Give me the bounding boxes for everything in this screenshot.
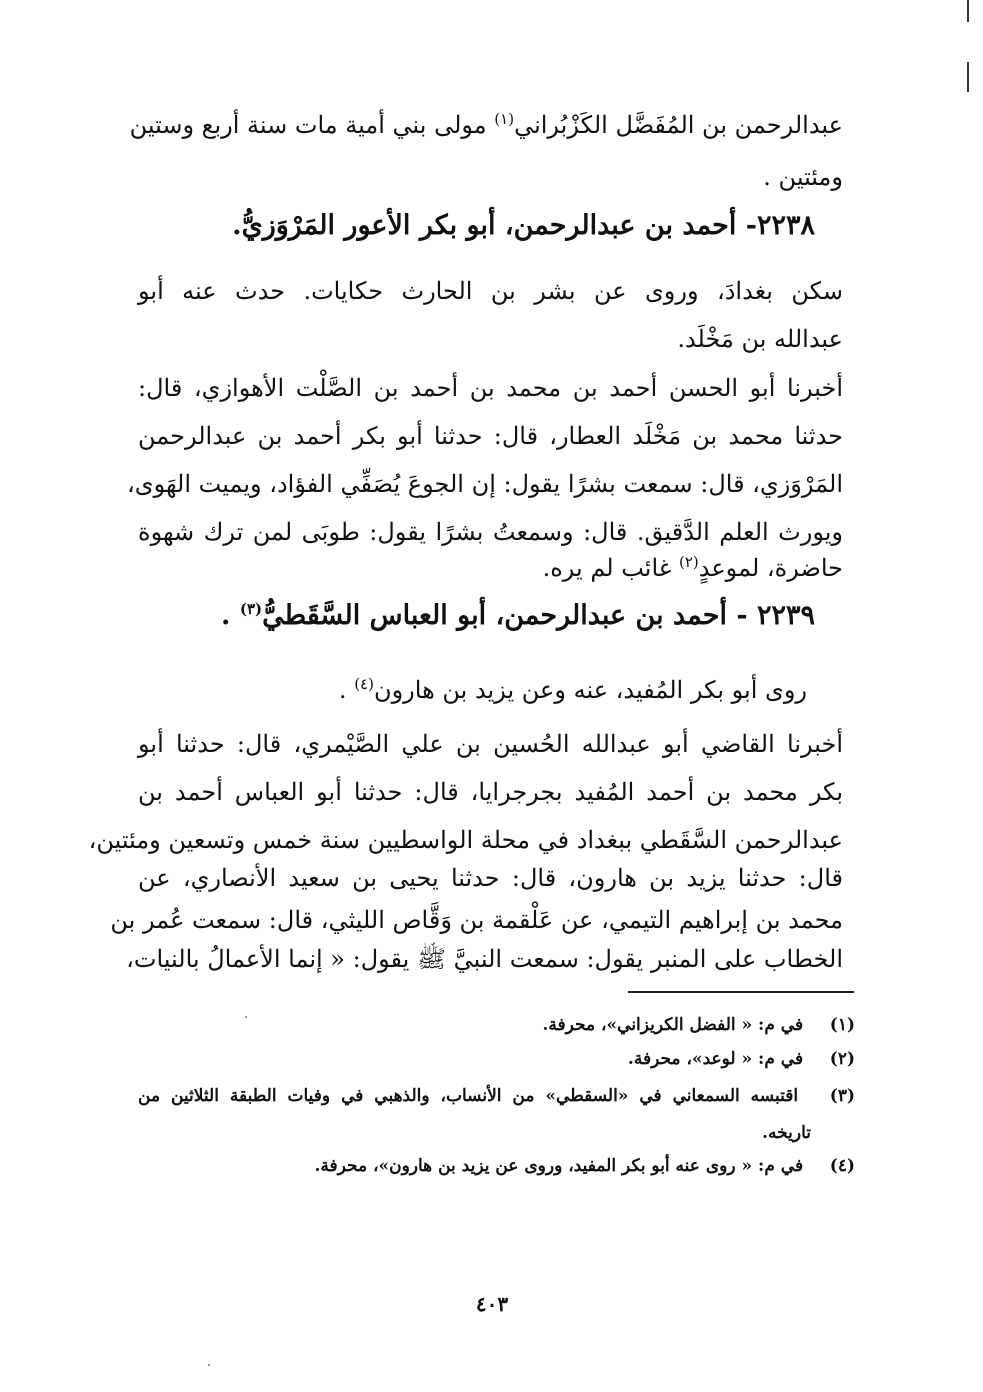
text-line: قال: حدثنا يزيد بن هارون، قال: حدثنا يحيى بن سعيد الأنصاري، عن (138, 864, 843, 892)
text-line: حاضرة، لموعدٍ$^{(٢)}$ غائب لم يره. (542, 553, 843, 582)
margin-mark (967, 0, 969, 22)
footnote: (٤) في م: « روى عنه أبو بكر المفيد، وروى عن يزيد بن هارون»، محرفة. (314, 1156, 855, 1176)
text-line: عبدالرحمن بن المُفَضَّل الكَزْبُراني$^{(١)}$ مولى بني أمية مات سنة أربع وستين (129, 110, 843, 139)
paper-speck (208, 1364, 210, 1366)
footnote-ref: (٢) (678, 553, 699, 571)
text-line: محمد بن إبراهيم التيمي، عن عَلْقمة بن وَقَّاص الليثي، قال: سمعت عُمر بن (110, 906, 843, 934)
entry-heading: ٢٢٣٨- أحمد بن عبدالرحمن، أبو بكر الأعور المَرْوَزيُّ. (232, 210, 815, 241)
footnote-continuation: تاريخه. (762, 1123, 811, 1143)
footnote: (٢) في م: « لوعد»، محرفة. (627, 1049, 855, 1069)
entry-heading: ٢٢٣٩ - أحمد بن عبدالرحمن، أبو العباس السَّقَطيُّ$^{(٣)}$ . (221, 600, 815, 631)
footnote-separator (628, 991, 854, 993)
text-line: سكن بغدادَ، وروى عن بشر بن الحارث حكايات. حدث عنه أبو (138, 277, 843, 305)
footnote-ref: (١) (494, 110, 515, 128)
text-line: ويورث العلم الدَّقيق. قال: وسمعتُ بشرًا يقول: طوبَى لمن ترك شهوة (138, 518, 843, 546)
footnote-ref: (٣) (239, 600, 263, 618)
page-number: ٤٠٣ (475, 1292, 509, 1316)
text-line: روى أبو بكر المُفيد، عنه وعن يزيد بن هارون$^{(٤)}$ . (338, 675, 807, 704)
text-line: بكر محمد بن أحمد المُفيد بجرجرايا، قال: حدثنا أبو العباس أحمد بن (138, 778, 843, 806)
text-line: حدثنا محمد بن مَخْلَد العطار، قال: حدثنا أبو بكر أحمد بن عبدالرحمن (138, 422, 843, 450)
margin-mark (967, 62, 969, 92)
footnote: (١) في م: « الفضل الكريزاني»، محرفة. (542, 1015, 855, 1035)
footnote: (٣) اقتبسه السمعاني في «السقطي» من الأنساب، والذهبي في وفيات الطبقة الثلاثين من (138, 1086, 856, 1106)
paper-speck (245, 1016, 247, 1018)
text-line: أخبرنا أبو الحسن أحمد بن محمد بن أحمد بن الصَّلْت الأهوازي، قال: (138, 374, 843, 402)
text-line: المَرْوَزي، قال: سمعت بشرًا يقول: إن الجوعَ يُصَفِّي الفؤاد، ويميت الهَوى، (127, 470, 843, 498)
text-line: عبدالرحمن السَّقَطي ببغداد في محلة الواسطيين سنة خمس وتسعين ومئتين، (88, 826, 843, 854)
text-line: أخبرنا القاضي أبو عبدالله الحُسين بن علي الصَّيْمري، قال: حدثنا أبو (138, 730, 843, 758)
text-line: عبدالله بن مَخْلَد. (677, 325, 843, 353)
footnote-ref: (٤) (354, 675, 374, 693)
text-line: الخطاب على المنبر يقول: سمعت النبيَّ ﷺ يقول: « إنما الأعمالُ بالنيات، (126, 945, 843, 973)
text-line: ومئتين . (763, 163, 843, 191)
